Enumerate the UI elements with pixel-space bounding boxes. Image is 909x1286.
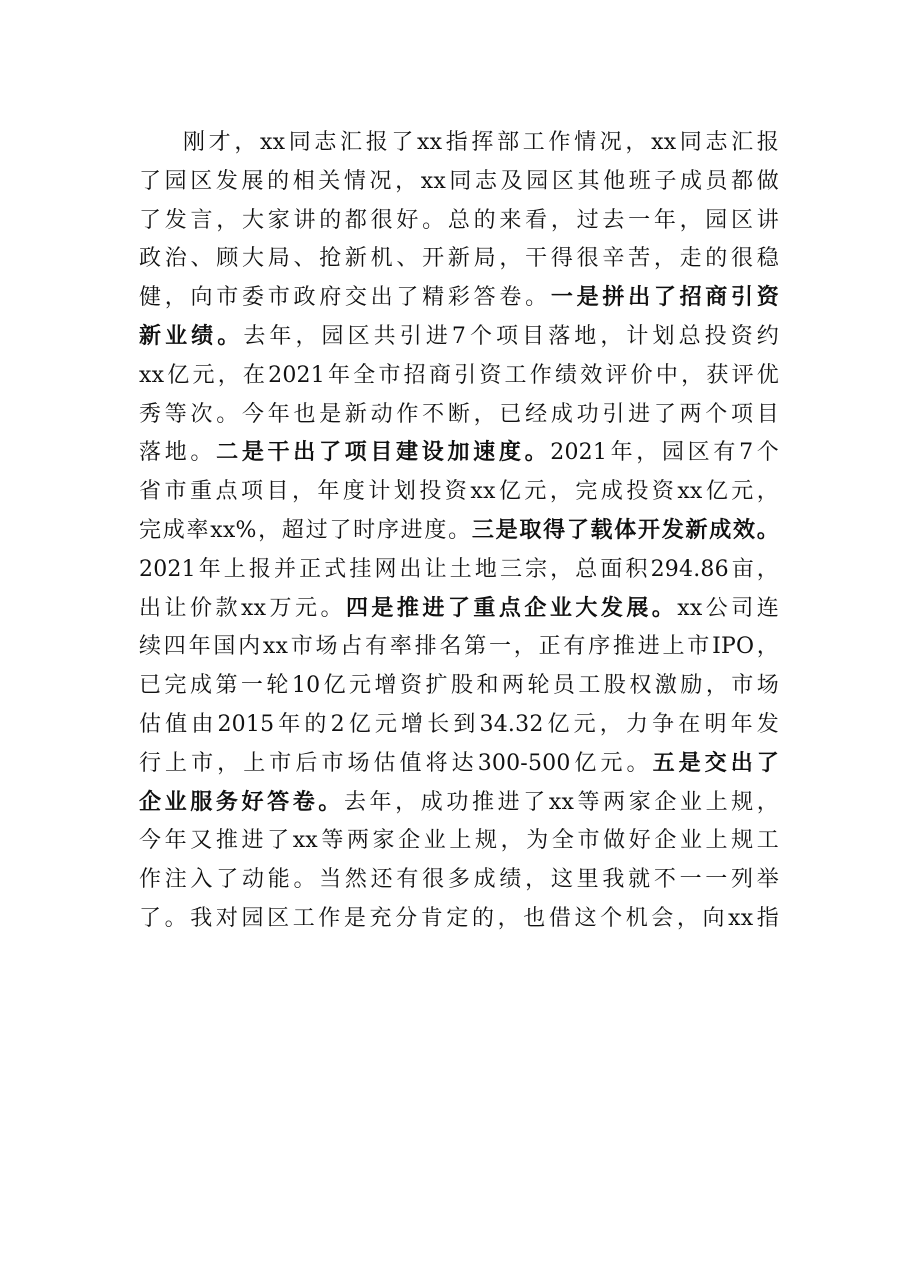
text-line <box>139 745 779 784</box>
text-line <box>139 279 779 318</box>
bold-heading-run: 新业绩。 <box>139 323 244 349</box>
text-run: 秀等次。今年也是新动作不断，已经成功引进了两个项目 <box>139 401 779 427</box>
text-line <box>139 667 779 706</box>
text-run: 了园区发展的相关情况，xx同志及园区其他班子成员都做 <box>139 168 779 194</box>
text-run: 去年，成功推进了xx等两家企业上规， <box>343 789 779 815</box>
text-line <box>139 357 779 396</box>
text-run: 行上市，上市后市场估值将达300-500亿元。 <box>139 750 653 776</box>
text-line <box>139 473 779 512</box>
text-run: 落地。 <box>139 440 217 466</box>
bold-heading-run: 五是交出了 <box>652 750 779 776</box>
text-run: 出让价款xx万元。 <box>139 595 346 621</box>
text-run: 了。我对园区工作是充分肯定的，也借这个机会，向xx指 <box>139 905 779 931</box>
text-run: 今年又推进了xx等两家企业上规，为全市做好企业上规工 <box>139 828 779 854</box>
text-line <box>139 784 779 823</box>
text-line <box>139 202 779 241</box>
text-run: 健，向市委市政府交出了精彩答卷。 <box>139 285 551 311</box>
text-line <box>139 628 779 667</box>
text-line <box>139 512 779 551</box>
text-run: 完成率xx%，超过了时序进度。 <box>139 517 472 543</box>
bold-heading-run: 企业服务好答卷。 <box>139 789 344 815</box>
text-line <box>139 861 779 900</box>
bold-heading-run: 四是推进了重点企业大发展。 <box>345 595 678 621</box>
text-line <box>139 434 779 473</box>
text-run: 2021年上报并正式挂网出让土地三宗，总面积294.86亩， <box>139 556 779 582</box>
text-run: 估值由2015年的2亿元增长到34.32亿元，力争在明年发 <box>139 711 779 737</box>
body-paragraph <box>139 124 779 939</box>
text-run: 了发言，大家讲的都很好。总的来看，过去一年，园区讲 <box>139 207 779 233</box>
text-line <box>139 551 779 590</box>
text-run: 2021年，园区有7个 <box>550 440 779 466</box>
text-line <box>139 240 779 279</box>
text-line <box>139 900 779 939</box>
text-run: 作注入了动能。当然还有很多成绩，这里我就不一一列举 <box>139 867 779 893</box>
text-line <box>139 822 779 861</box>
text-line <box>139 706 779 745</box>
text-line <box>139 396 779 435</box>
text-run: xx公司连 <box>677 595 779 621</box>
bold-heading-run: 三是取得了载体开发新成效。 <box>471 517 779 543</box>
text-run: xx亿元，在2021年全市招商引资工作绩效评价中，获评优 <box>139 362 779 388</box>
text-run: 刚才，xx同志汇报了xx指挥部工作情况，xx同志汇报 <box>183 130 779 155</box>
text-run: 省市重点项目，年度计划投资xx亿元，完成投资xx亿元， <box>139 479 779 505</box>
bold-heading-run: 一是拼出了招商引资 <box>550 285 779 311</box>
text-run: 去年，园区共引进7个项目落地，计划总投资约 <box>243 323 779 349</box>
bold-heading-run: 二是干出了项目建设加速度。 <box>216 440 551 466</box>
text-line <box>139 318 779 357</box>
text-run: 已完成第一轮10亿元增资扩股和两轮员工股权激励，市场 <box>139 673 779 699</box>
text-run: 续四年国内xx市场占有率排名第一，正有序推进上市IPO， <box>139 634 779 660</box>
text-line <box>139 124 779 163</box>
text-run: 政治、顾大局、抢新机、开新局，干得很辛苦，走的很稳 <box>139 246 779 272</box>
text-line <box>139 590 779 629</box>
text-line <box>139 163 779 202</box>
